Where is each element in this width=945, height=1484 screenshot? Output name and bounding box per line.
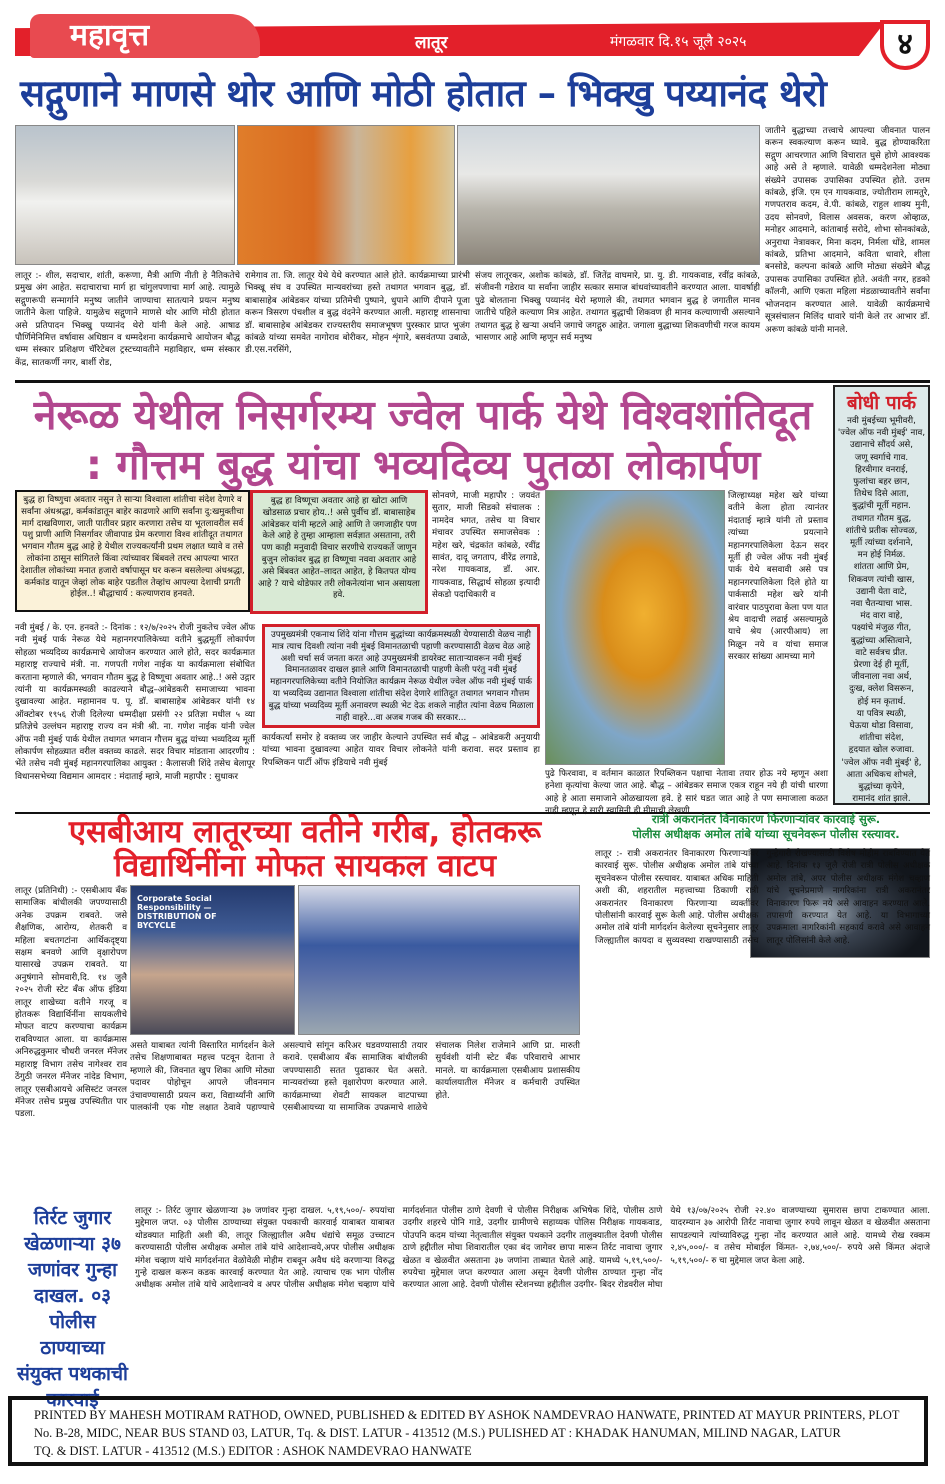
article1-col1: लातूर :- शील, सदाचार, शांती, करूणा, मैत्री आणि नीती हे नैतिकतेचे प्रमुख अंग आहेत. सदाचाराचा मार्ग हा चांगुलपणाचा मार्ग आहे. त्यामुळे सद्गुणरूपी सन्मार्गाने मनुष्य जातीने जाण्याचा सातत्याने प्रयत्न मनुष्य जातीने केला पाहिजे. यामुळेच सद्गुणाने माणसे थोर आणि मोठी होतात असे प्रतिपादन भिक्खु पय्यानंद थेरो यांनी केले आहे. आषाढ पौर्णिमेनिमित्त वर्षावास अधिष्ठान व धम्मदेशना कार्यक्रमाचे आयोजन बौद्ध धम्म संस्कार प्रशिक्षण चॅरिटेबल ट्रस्टच्यावतीने महाविहार, धम्म संस्कार केंद्र, सातकर्णी नगर, बार्शी रोड, <box>15 271 240 368</box>
poem-lines <box>835 415 928 806</box>
poem-line: शांतीचे प्रतीक सोज्वळ, <box>845 525 918 536</box>
article2-col-c: कार्यकर्त्यां समोर हे वक्तव्य जर जाहीर केल्याने उपस्थित सर्व बौद्ध – आंबेडकरी अनुयायी यांच्या भावना दुखावल्या आहेत यावर विचार लोकनेते यांनी करावा. सदर प्रस्ताव हा रिपब्लिकन पार्टी ऑफ इंडियाचे नवी मुंबई <box>262 733 540 768</box>
headline-article4 <box>596 812 936 842</box>
poem-line: बुद्धांची मूर्ती महान. <box>852 501 911 512</box>
poem-line: जीवनाला नवा अर्थ, <box>851 672 912 683</box>
headline-line2: पोलीस अधीक्षक अमोल तांबे यांच्या सूचनेवरून पोलीस रस्त्यावर. <box>632 827 900 841</box>
poem-line: फुलांचा बहर छान, <box>853 477 910 488</box>
banner-text: Corporate Social Responsibility — DISTRIBUTION OF BYCYCLE <box>137 894 217 930</box>
poem-line: शांतता आणि प्रेम, <box>853 562 910 573</box>
poem-line: शिकवण त्यांची खास, <box>848 574 915 585</box>
issue-date: मंगळवार दि.१५ जूलै २०२५ <box>610 34 747 50</box>
poem-line: बुद्धांच्या कृपेने, <box>858 782 905 793</box>
article2-col-a: सोनवणे, माजी महापौर : जयवंत सुतार, माजी सिडको संचालक : नामदेव भगत, तसेच या विचार मंचावर उपस्थित समाजसेवक : महेश खरे, चंद्रकांत कांबळे, रवींद्र सावंत, दादू जगताप, वीरेंद्र लगाडे, नरेश गायकवाड, डॉ. आर. गायकवाड, सिद्धार्थ सोहळा इत्यादी सेकडो पदाधिकारी व <box>432 491 540 601</box>
photo-bicycle-distribution <box>298 885 580 1035</box>
headline-line1: रात्री अकरानंतर विनाकारण फिरणाऱ्यांवर कारवाई सुरू. <box>651 812 881 826</box>
edition-city: लातूर <box>415 33 448 53</box>
poem-line: आता अधिकच शोभले, <box>846 769 917 780</box>
poem-line: वाटे सर्वत्रच प्रीत. <box>855 647 908 658</box>
headline-article2 <box>18 390 828 490</box>
photo-sbi-banner <box>130 885 295 1035</box>
photo-monks-stage <box>237 125 455 265</box>
poem-line: पक्ष्यांचे मंजुळ गीत, <box>851 623 912 634</box>
poem-line: तथागत गौतम बुद्ध, <box>851 513 912 524</box>
poem-line: बुद्धांच्या अस्तित्वाने, <box>850 635 913 646</box>
headline-line1: एसबीआय लातूरच्या वतीने गरीब, होतकरू <box>68 814 542 850</box>
imprint-line1: PRINTED BY MAHESH MOTIRAM RATHOD, OWNED, PUBLISHED & EDITED BY ASHOK NAMDEVRAO HANWATE, PRINTED AT MAYUR PRINTERS, PLOT <box>34 1408 900 1422</box>
headline-line1: नेरूळ येथील निसर्गरम्य ज्वेल पार्क येथे विश्वशांतिदूत <box>33 391 813 439</box>
poem-title: बोधी पार्क <box>846 392 917 414</box>
article5-body: लातूर :- तिर्रट जुगार खेळणाऱ्या ३७ जणांवर गुन्हा दाखल. ५,१९,५००/- रुपयांचा मुद्देमाल जप्त. ०३ पोलीस ठाण्याच्या संयुक्त पथकाची कारवाई याबाबत याबाबत थोडक्यात माहिती अशी की, लातूर जिल्ह्यातील अवैध धंद्यांचे समूळ उच्चाटन करण्यासाठी पोलीस अधीक्षक अमोल तांबे यांचे आदेशान्वये,अपर पोलीस अधीक्षक मंगेश चव्हाण यांचे मार्गदर्शनात वेळोवेळी मोहीम राबवून अवैध धंदे करणाऱ्या विरुद्ध गुन्हे दाखल करून कडक कारवाई करण्यात येत आहे. त्याचाच एक भाग पोलीस अधीक्षक अमोल तांबे यांचे आदेशान्वये व अपर पोलीस अधीक्षक मंगेश चव्हाण यांचे मार्गदर्शनात पोलीस ठाणे देवणी चे पोलीस निरीक्षक अभिषेक शिंदे, पोलीस ठाणे उदगीर शहरचे पोनि गाडे, उदगीर ग्रामीणचे सहाय्यक पोलिस निरीक्षक गायकवाड, पोउपनि कदम यांच्या नेतृत्वातील संयुक्त पथकाने उदगीर तालुक्यातील देवणी पोलीस ठाणे हद्दीतील मोघा शिवारातील एका बंद जागेवर छापा मारून तिर्रट नावाचा जुगार खेळत व खेळवीत असताना ३७ जणांना ताब्यात घेतले आहे. यामध्ये ५,१९,५००/- रुपयेचा मुद्देमाल जप्त करण्यात आला असून देवणी पोलीस ठाण्यात गुन्हा नोंद करण्यात आला आहे. देवणी पोलीस स्टेशनच्या हद्दीतील उदगीर- बिदर रोडवरील मोघा येथे १३/०७/२०२५ रोजी २२.४० वाजण्याच्या सुमारास छापा टाकण्यात आला. यादरम्यान ३७ आरोपी तिर्रट नावाचा जुगार रुपये लावून खेळत व खेळवीत असताना सापडल्याने त्यांच्याविरुद्ध गुन्हा नोंद करण्यात आले आहे. यामध्ये रोख रक्कम २,४५,०००/- व तसेच मोबाईल किंमत- २,७४,५००/- रुपये असे किंमत अंदाजे ५,१९,५००/- रु चा मुद्देमाल जप्त केला आहे. <box>135 1206 930 1291</box>
poem-line: मन होई निर्मळ. <box>857 550 906 561</box>
poem-line: होई मन कृतार्थ. <box>857 696 906 707</box>
article1-col2: रामेगाव ता. जि. लातूर येथे येथे करण्यात आले होते. कार्यक्रमाच्या प्रारंभी भिक्खू संघ व उपस्थित मान्यवरांच्या हस्ते तथागत भगवान बुद्ध, डॉ. बाबासाहेब आंबेडकर यांच्या प्रतिमेची पुष्पाने, धुपाने आणि दीपाने पूजा करून त्रिसरण पंचशील व बुद्ध वंदनेने करण्यात आली. महाराष्ट्र शासनाचा डॉ. बाबासाहेब आंबेडकर राज्यस्तरीय समाजभूषण पुरस्कार प्राप्त भुजंग कांबळे यांच्या समवेत नागोराव बोरीकर, मोहन शृंगारे, बसवंतप्पा उबाळे, डी.एस.नरसिंगे, <box>245 271 470 356</box>
headline-line2: : गौत्तम बुद्ध यांचा भव्यदिव्य पुतळा लोकार्पण <box>85 441 761 489</box>
poem-line: हृदयात खोल रुजावा. <box>848 745 915 756</box>
poem-line: हिरवीगार वनराई, <box>855 464 908 475</box>
poem-line: घेऊया थोडा विसावा, <box>849 721 914 732</box>
article2-col-b: जिल्हाध्यक्ष महेश खरे यांच्या वतीने केला होता त्यानंतर मंदाताई म्हात्रे यांनी तो प्रस्ताव त्यांच्या प्रयत्नाने महानगरपालिकेला देऊन सदर मूर्ती ही ज्वेल ऑफ नवी मुंबई पार्क येथे बसवावी असे पत्र महानगरपालिकेला दिले होते या पार्कसाठी महेश खरे यांनी वारंवार पाठपुरावा केला पण यात श्रेय वादाची लढाई असल्यामुळे याचे श्रेय (आरपीआय) ला मिळून नये व यांचा समाज सरकार सांख्या आमच्या मागे <box>728 491 828 663</box>
article1-col3: संजय लातूरकर, अशोक कांबळे, डॉ. जितेंद्र वाघमारे, प्रा. यु. डी. गायकवाड, रवींद्र कांबळे, संजीवनी गडेराव या सर्वांना जाहीर सत्कार समाज बांधवांच्यावतीने करण्यात आला. यावर्षाही पुढे बोलताना भिक्खु पय्यानंद थेरो म्हणाले की, तथागत भगवान बुद्ध हे जगातील मानव जातीचे पहिले कल्याण मित्र आहेत. तथागत बुद्धाची शिकवण ही मानव कल्याणाची असल्याने तथागत बुद्ध हे खऱ्या अर्थाने जगाचे जगद्गुरु आहेत. जगाला बुद्धाच्या शिकवणीची गरज कायम भासणार आहे आणि म्हणून सर्व मनुष्य <box>475 271 760 344</box>
imprint-box <box>8 1396 928 1466</box>
photo-gathering <box>457 125 760 265</box>
article2-body: नवी मुंबई / के. एन. हनवते :- दिनांक : १२/७/२०२५ रोजी नुकतेच ज्वेल ऑफ नवी मुंबई पार्क नेरूळ येथे महानगरपालिकेच्या वतीने बुद्धमूर्ती लोकार्पण सोहळा भव्यदिव्य कार्यक्रमाचे आयोजन करण्यात आले होते, सदर कार्यक्रमात महाराष्ट्र राज्याचे मंत्री. ना. गणपती गणेश नाईक या कार्यक्रमाला संबोधित करताना म्हणाले की, भगवान गौतम बुद्ध हे विष्णूचा अवतार आहे..! असे उद्गार त्यांनी या कार्यक्रमस्थळी काढल्याने बौद्ध–आंबेडकरी समाजाच्या भावना दुखावल्या आहेत. महामानव प. पू. डॉ. बाबासाहेब आंबेडकर यांनी १४ ऑक्टोबर १९५६ रोजी दिलेल्या धम्मदीक्षा प्रसंगी २२ प्रतिज्ञा मधील ५ व्या प्रतिज्ञेचे उल्लंघन महाराष्ट्र राज्य वन मंत्री श्री. ना. गणेश नाईक यांनी ज्वेल ऑफ नवी मुंबई पार्क येथील तथागत भगवान गौत्तम बुद्ध यांच्या भव्यदिव्य मूर्ती लोकार्पण सोहळ्यात वरील वक्तव्य काढले. सदर विचार मांडताना आदरणीय : भेंते तसेच नवी मुंबई महानगरपालिका आयुक्त : कैलासजी शिंदे तसेच बेलापूर विधानसभेच्या विद्यमान आमदार : मंदाताई म्हात्रे, माजी महापौर : सुधाकर <box>15 623 255 782</box>
poem-line: नवा चैतन्याचा भास. <box>850 599 913 610</box>
poem-line: 'ज्वेल ऑफ नवी मुंबई' नाव, <box>837 428 926 439</box>
photo-buddha-statue <box>545 490 725 765</box>
headline-line2: विद्यार्थिनींना मोफत सायकल वाटप <box>114 848 496 884</box>
divider <box>15 380 930 383</box>
poem-line: नवी मुंबईच्या भूमीवरी, <box>847 416 916 426</box>
photo-audience <box>15 125 235 265</box>
imprint-line3: TQ. & DIST. LATUR - 413512 (M.S.) EDITOR : ASHOK NAMDEVRAO HANWATE <box>34 1444 472 1458</box>
quote-box-1: बुद्ध हा विष्णुचा अवतार नसुन ते साऱ्या विश्वाला शांतीचा संदेश देणारे व सर्वांना अंधश्रद्धा, कर्मकांडातून बाहेर काढणारे आणि सर्वांना दु:खमुक्तीचा मार्ग दाखविणारा, जाती पातीवर प्रहार करणारा तसेच या भूतलावरील सर्व पशु प्राणी आणि निसर्गावर जीवापाड प्रेम करणारा विश्व शांतीदूत तथागत भगवान गौतम बुद्ध आहे हे येथील राज्यकर्त्यांनी प्रथम लक्षात घ्यावे व तसे लोकांना ठासून सांगितले किंवा त्यांच्यावर बिंबवले तरच आपल्या भारत देशातील लोकांच्या मनात हजारो वर्षापासून घर करून बसलेल्या अंधश्रद्धा, कर्मकांड यातून जेव्हां लोक बाहेर पडतील तेव्हांच आपल्या देशाची प्रगती होईल..! बौद्धाचार्य : कल्याणराव हनवते. <box>15 490 250 612</box>
quote-box-3: उपमुख्यमंत्री एकनाथ शिंदे यांना गौत्तम बुद्धांच्या कार्यक्रमस्थळी येण्यासाठी वेळच नाही मात्र त्याच दिवशी त्यांना नवी मुंबई विमानतळाची पहाणी करण्यासाठी वेळच वेळ आहे अशी चर्चा सर्व जनता करत आहे उपमुख्यमंत्री डायरेक्ट साताऱ्यावरून नवी मुंबई विमानतळावर दाखल झाले आणि विमानतळाची पाहणी केली परंतु नवी मुंबई महानगरपालिकेच्या वतीने नियोजित कार्यक्रम नेरूळ येथील ज्वेल ऑफ नवी मुंबई पार्क या भव्यदिव्य उद्यानात विश्वाला शांतीचा संदेश देणारे शांतिदूत तथागत भगवान गौत्तम बुद्ध यांच्या भव्यदिव्य मूर्ती अनावरण स्थळी भेट देऊ शकले नाहीत त्यांना वेळच मिळाला नाही वाहरे...वा अजब गजब की सरकार... <box>262 624 540 728</box>
poem-line: दुःख, क्लेश विसरून, <box>849 684 914 695</box>
poem-line: शांतीचा संदेश, <box>859 733 904 744</box>
article3-body: असते याबाबत त्यांनी विस्तारित मार्गदर्शन केले तसेच शिक्षणाबाबत महत्त्व पटवून देताना ते म्हणाले की, जिवनात खुप शिका आणि मोठ्या पदावर पोहोचून आपले जीवनमान उंचावण्यासाठी प्रयत्न करा, विद्यार्थ्यांनी आणि पालकांनी एक गोष्ट लक्षात ठेवावे पहाण्याचे असल्याचे सांगून करिअर घडवण्यासाठी तयार करावे. एसबीआय बँक सामाजिक बांधीलकी जपण्यासाठी सतत पुढाकार घेत असते. मान्यवरांच्या हस्ते वृक्षारोपण करण्यात आले. कार्यक्रमाच्या शेवटी सायकल वाटपाच्या एसबीआयच्या या सामाजिक उपक्रमाचे शाळेचे संचालक निलेश राजेमाने आणि प्रा. मारुती सुर्यवंशी यांनी स्टेट बँक परिवाराचे आभार मानले. या कार्यक्रमाला एसबीआय प्रशासकीय कार्यालयातील मॅनेजर व कर्मचारी उपस्थित होते. <box>130 1041 580 1114</box>
poem-line: जणू स्वर्गाचे गाव. <box>854 452 909 463</box>
poem-line: उद्यानाचे सौंदर्य असे, <box>850 440 913 451</box>
poem-line: मंद वारा वाहे, <box>860 611 903 622</box>
headline-article5: तिर्रट जुगार खेळणाऱ्या ३७ जणांवर गुन्हा दाखल. ०३ पोलीस ठाण्याच्या संयुक्त पथकाची कारवाई <box>17 1207 128 1411</box>
article1-col4: जातीने बुद्धाच्या तत्त्वाचे आपल्या जीवनात पालन करून स्वकल्याण करून घ्यावे. बुद्ध होण्याकरिता सद्गुण आचरणात आणि विचारात घुसे होणे आवश्यक आहे असे ते म्हणाले. यावेळी धम्मदेशनेला मोठ्या संख्येने उपासक उपासिका उपस्थित होते. उत्तम कांबळे, इंजि. एम एन गायकवाड, ज्योतीराम लामतुरे, गणपतराव कदम, वे.पी. कांबळे, राहुल शाक्य मुनी, उदय सोनवणे, विलास अवसक, करण ओव्हाळ, मनोहर आदमाने, कांताबाई सरोदे, शोभा सोनकांबळे, अनुराधा नेत्रावकर, मिना कदम, निर्मला धोंडे, शामल कांबळे, प्रतिभा आदमाने, कविता धावारे, शीला बनसोडे, कल्पना कांबळे आणि मोठ्या संख्येने बौद्ध उपासक उपासिका उपस्थित होते. अवंती नगर, हडको कॉलनी, आणि एकता महिला मंडळाच्यावतीने सर्वांना भोजनदान करण्यात आले. यावेळी कार्यक्रमाचे सूत्रसंचालन मिलिंद धावारे यांनी केले तर आभार डॉ. अरूण कांबळे यांनी मानले. <box>765 126 930 335</box>
poem-line: प्रेरणा देई ही मूर्ती, <box>853 660 910 671</box>
quote-box-2: बुद्ध हा विष्णूचा अवतार आहे हा खोटा आणि खोडसाळ प्रचार होय..! असे पुर्वीच डॉ. बाबासाहेब आंबेडकर यांनी म्हटले आहे आणि ते जगजाहीर पण केले आहे हे तुम्हा आम्हाला सर्वज्ञात असताना, तरी पण काही मनुवादी विचार सरणीचे राज्यकर्ते जाणुन बुजुन लोकांवर बुद्ध हा विष्णूचा नववा अवतार आहे असे बिंबवत आहेत–लादत आहेत, हे कितपत योग्य आहे ? याचे थोडेफार तरी लोकनेत्यांना भान असायला हवे. <box>250 490 428 614</box>
poem-line: रामानंद शांत झाले. <box>852 794 911 805</box>
article3-lead: लातूर (प्रतिनिधी) :- एसबीआय बँक सामाजिक बांधीलकी जपण्यासाठी अनेक उपक्रम राबवते. जसे शैक्षणिक, आरोग्य, शेतकरी व महिला बचतगटांना आर्थिकदृष्ट्या सक्षम बनवणे आणि वृक्षारोपण यासारखे उपक्रम राबवते. या अनुषंगाने सोमवारी,दि. १४ जुलै २०२५ रोजी स्टेट बँक ऑफ इंडिया लातूर शाखेच्या वतीने गरजू व होतकरू विद्यार्थिनींना सायकलीचे मोफत वाटप करण्याचा कार्यक्रम राबविण्यात आला. या कार्यक्रमास अनिरुद्धकुमार चौधरी जनरल मॅनेजर महाराष्ट्र विभाग तसेच नागेश्वर राव ठेंगुठी जनरल मॅनेजर नांदेड विभाग, लातूर एसबीआयचे असिस्टंट जनरल मॅनेजर तसेच प्रमुख उपस्थितीत पार पडला. <box>15 886 127 1120</box>
poem-line: मूर्ती त्यांच्या दर्शनाने, <box>850 538 913 549</box>
headline-article1: सद्गुणाने माणसे थोर आणि मोठी होतात – भिक्खु पय्यानंद थेरो <box>20 72 827 115</box>
article2-col-d: पुढे फिरवावा, व वर्तमान काळात रिपब्लिकन पक्षाचा नेतावा तयार होऊ नये म्हणून अशा हनेशा कृत्यांचा केल्या जात आहे. बौद्ध – आंबेडकर समाज एकत्र राहून नये ही यांची धारणा आहे हे आता समाजाने ओळखायला हवे. हे सारं घडत जात आहे ते पण समाजाला कळत <box>545 769 828 804</box>
newspaper-logo: महावृत्त <box>30 14 260 58</box>
poem-sidebar <box>833 385 930 805</box>
article4-body: लातूर :- रात्री अकरानंतर विनाकारण फिरणाऱ्यांवर कारवाई सुरू. पोलीस अधीक्षक अमोल तांबे यांच्या सूचनेवरून पोलीस रस्त्यावर. याबाबत अधिक माहिती अशी की, शहरातील महत्त्वाच्या ठिकाणी रात्री अकरानंतर विनाकारण फिरणाऱ्या व्यक्तींवर पोलीसांनी कारवाई सुरू केली आहे. पोलीस अधीक्षक अमोल तांबे यांनी मार्गदर्शन केलेल्या सूचनेनुसार लातूर जिल्ह्यातील कायदा व सुव्यवस्था राखण्यासाठी तसेच गुन्हेगारी रोखण्यासाठी विशेष मोहीम राबविण्यात येत आहे. दिनांक १३ जुलै रोजी रात्री पोलीस अधीक्षक अमोल तांबे, अपर पोलीस अधीक्षक मंगेश चव्हाण यांचे सूचनेप्रमाणे नागरिकांना रात्री अकरानंतर विनाकारण फिरू नये असे आवाहन करण्यात आले. तपासणी करण्यात येत आहे. या विभागाच्या उपक्रमाला नागरिकांनी सहकार्य करावे असे आवाहन लातूर पोलिसांनी केले आहे. <box>595 849 930 946</box>
poem-line: या पवित्र स्थळी, <box>856 708 907 719</box>
headline-article3 <box>20 815 590 883</box>
imprint-line2: No. B-28, MIDC, NEAR BUS STAND 03, LATUR, Tq. & DIST. LATUR - 413512 (M.S.) PULISHED AT : KHADAK HANUMAN, MILIND NAGAR, LATUR <box>34 1426 841 1440</box>
poem-line: तिथेच दिसे आता, <box>854 489 909 500</box>
page-number: ४ <box>880 20 930 70</box>
poem-line: उद्यानी येता वाटे, <box>856 586 907 597</box>
poem-line: 'ज्वेल ऑफ नवी मुंबई' हे, <box>841 757 922 768</box>
